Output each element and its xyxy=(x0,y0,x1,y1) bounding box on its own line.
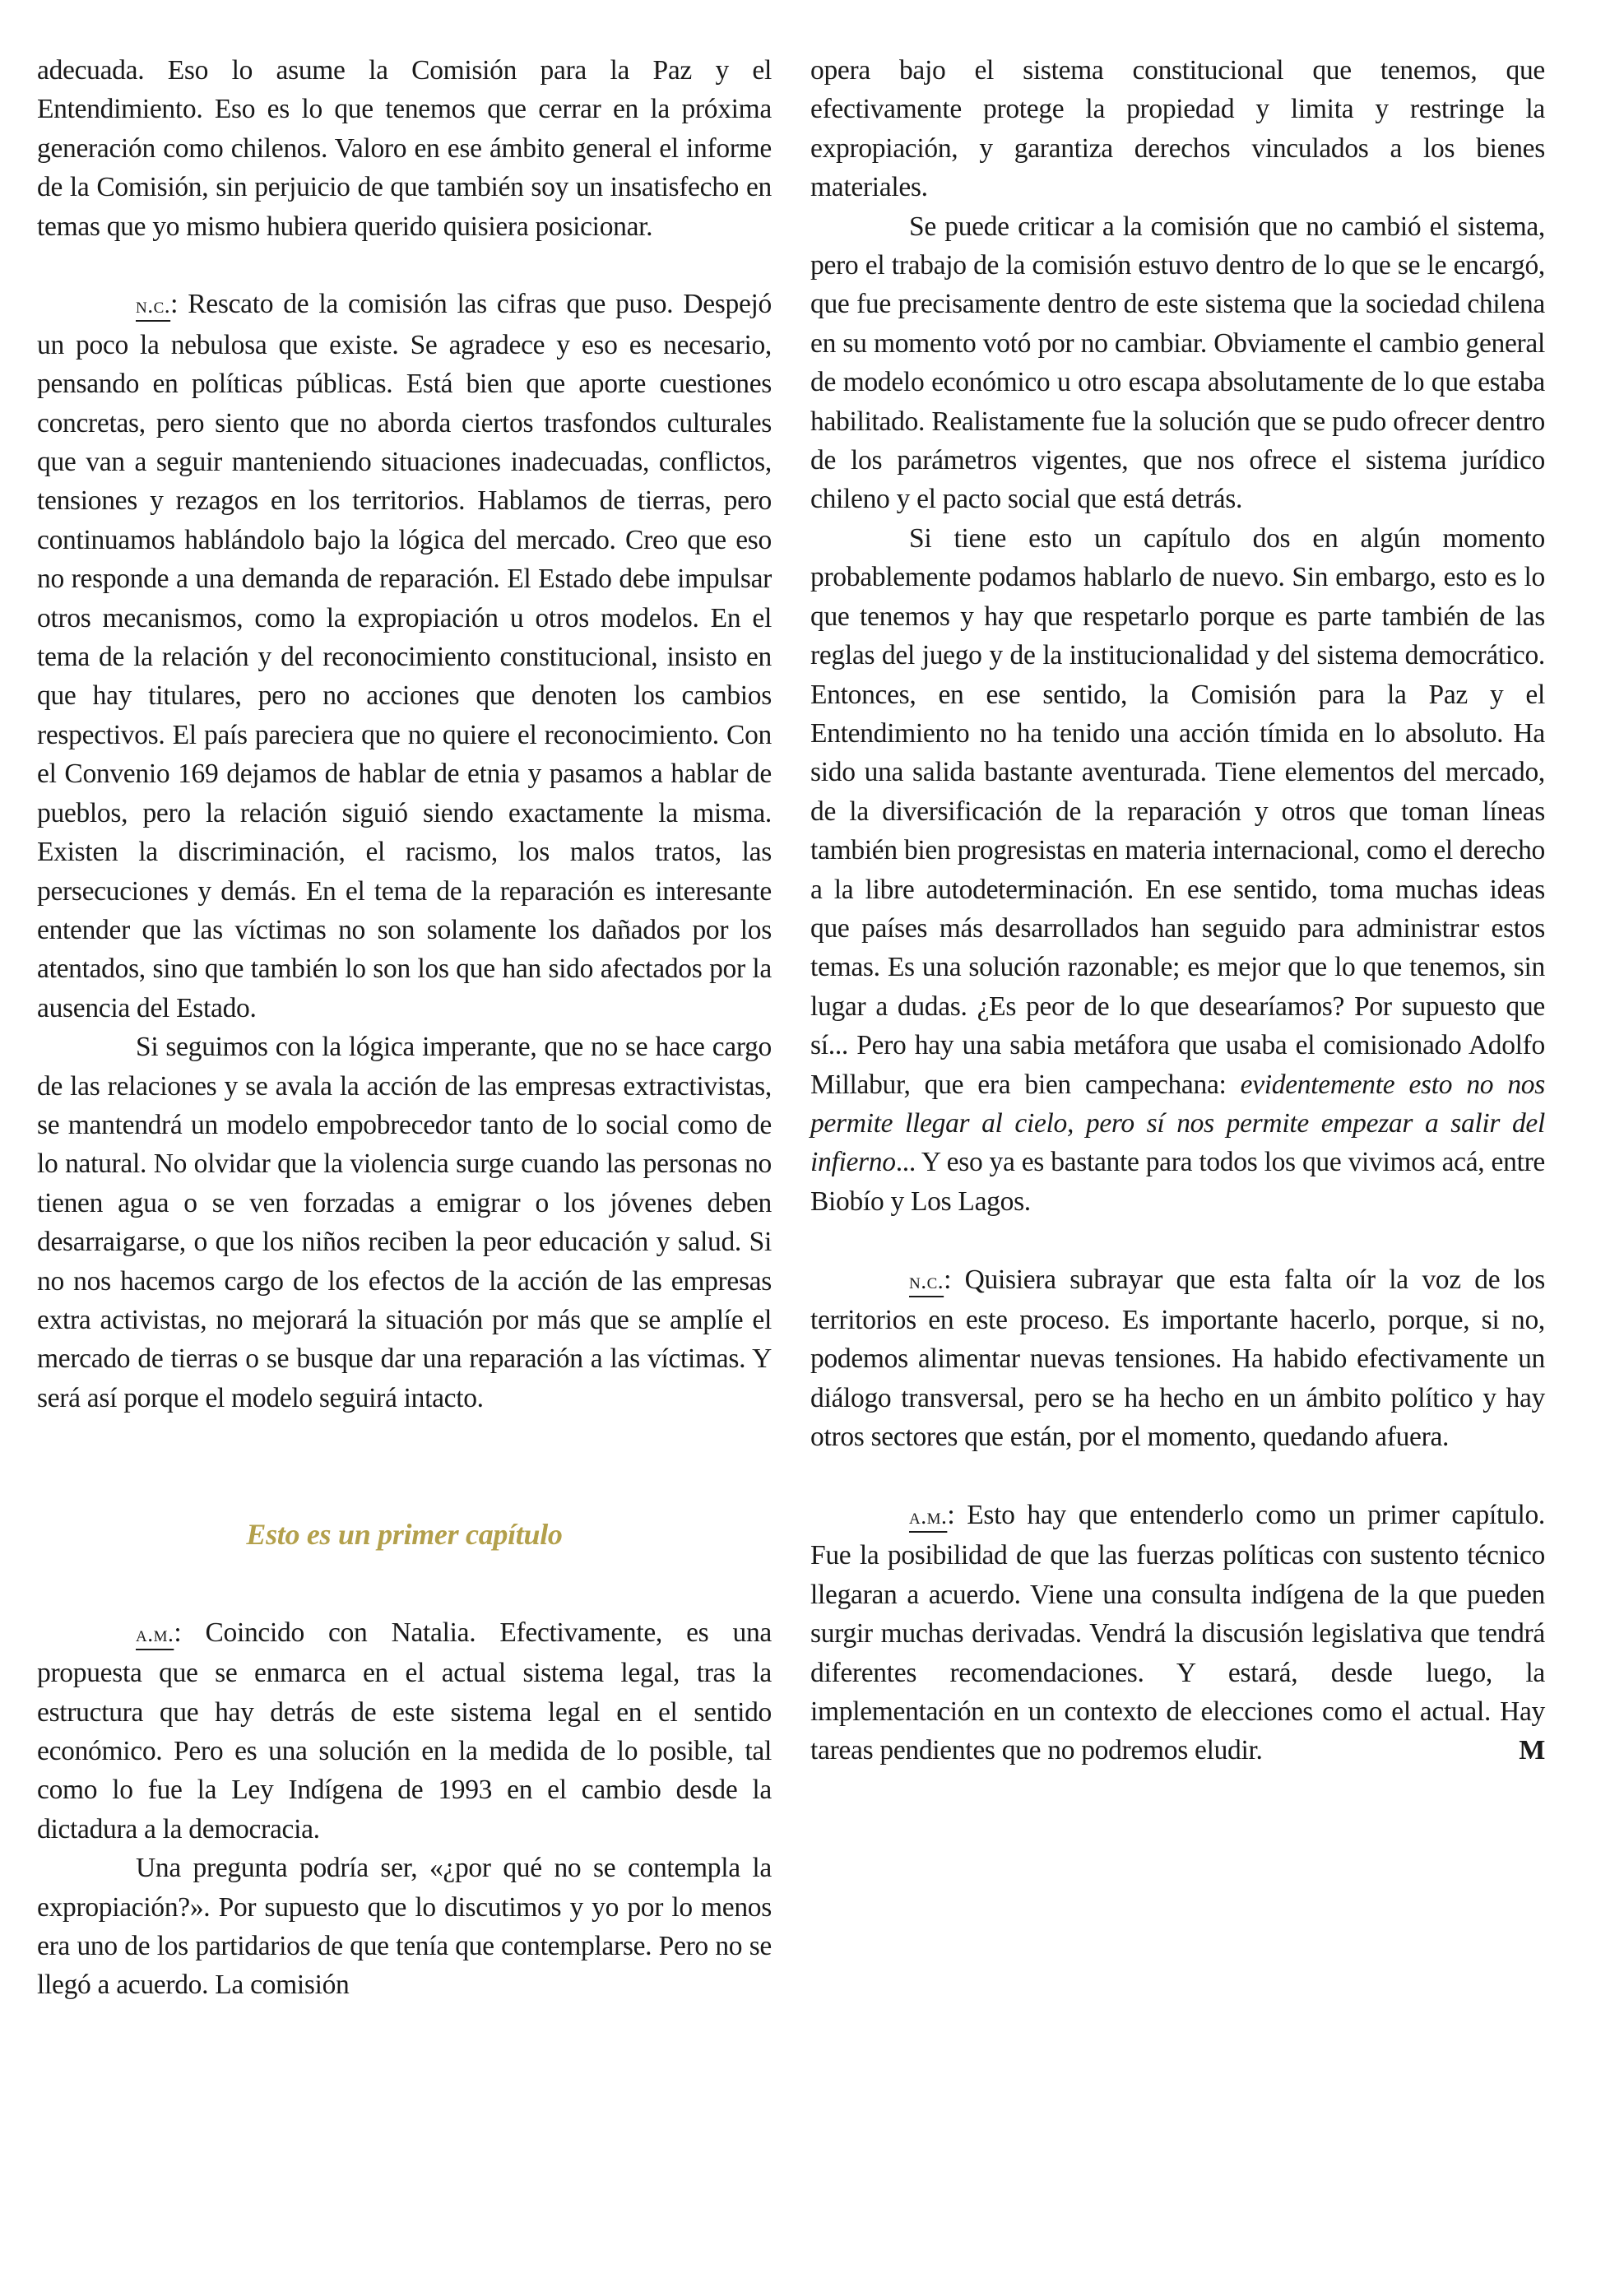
paragraph-nc-response xyxy=(37,285,772,1028)
paragraph-continuation: opera bajo el sistema constitucional que tenemos, que efectivamente protege la propiedad y limita y restringe la expropiación, y garantiza derechos vinculados a los bienes materiales. xyxy=(810,55,1545,203)
speaker-colon: : xyxy=(947,1500,955,1530)
right-column xyxy=(810,51,1545,1770)
paragraph-am-response xyxy=(37,1613,772,1849)
speaker-colon: : xyxy=(170,289,179,320)
section-heading: Esto es un primer capítulo xyxy=(246,1518,563,1551)
speaker-label-am: a.m. xyxy=(136,1621,174,1646)
paragraph-text: Si tiene esto un capítulo dos en algún momento probablemente podamos hablarlo de nuevo. Sin embargo, esto es lo que tenemos y hay que respetarlo porque es parte también de las reglas del juego y de la institucionalidad y del sistema democrático. Entonces, en ese sentido, la Comisión para la Paz y el Entendimiento no ha tenido una acción tímida en lo absoluto. Ha sido una salida bastante aventurada. Tiene elementos del mercado, de la diversificación de la reparación y otros que toman líneas también bien progresistas en materia internacional, como el derecho a la libre autodeterminación. En ese sentido, toma muchas ideas que países más desarrollados han seguido para administrar estos temas. Es una solución razonable; es mejor que lo que tenemos, sin lugar a dudas. ¿Es peor de lo que desearíamos? Por supuesto que sí... Pero hay una sabia metáfora que usaba el comisionado Adolfo Millabur, que era bien campechana: xyxy=(810,522,1545,1100)
paragraph-text: Quisiera subrayar que esta falta oír la voz de los territorios en este proceso. Es importante hacerlo, porque, si no, podemos alimentar nuevas tensiones. Ha habido efectivamente un diálogo transversal, pero se ha hecho en un ámbito político y hay otros sectores que están, por el momento, quedando afuera. xyxy=(810,1264,1545,1453)
paragraph-nc-continued: Si seguimos con la lógica imperante, que no se hace cargo de las relaciones y se avala la acción de las empresas extractivistas, se mantendrá un modelo empobrecedor tanto de lo social como de lo natural. No olvidar que la violencia surge cuando las personas no tienen agua o se ven forzadas a emigrar o los jóvenes deben desarraigarse, o que los niños reciben la peor educación y salud. Si no nos hacemos cargo de los efectos de la acción de las empresas extra activistas, no mejorará la situación por más que se amplíe el mercado de tierras o se busque dar una reparación a las víctimas. Y será así porque el modelo seguirá intacto. xyxy=(37,1032,772,1413)
speaker-label-am: a.m. xyxy=(909,1504,948,1529)
speaker-label-nc: n.c. xyxy=(909,1268,944,1293)
end-of-article-mark: M xyxy=(1519,1735,1545,1766)
left-column xyxy=(37,51,772,2005)
paragraph-text: Coincido con Natalia. Efectivamente, es una propuesta que se enmarca en el actual sistema legal, tras la estructura que hay detrás de este sistema legal en el sentido económico. Pero es una solución en la medida de lo posible, tal como lo fue la Ley Indígena de 1993 en el cambio desde la dictadura a la democracia. xyxy=(37,1617,772,1844)
paragraph-nc-response xyxy=(810,1260,1545,1457)
italic-quote: evidentemente esto no nos permite llegar al cielo, pero sí nos permite empezar a salir del infierno xyxy=(810,1069,1545,1178)
paragraph-text: ... Y eso ya es bastante para todos los que vivimos acá, entre Biobío y Los Lagos. xyxy=(810,1147,1545,1217)
paragraph-am-response xyxy=(810,1496,1545,1770)
speaker-colon: : xyxy=(174,1617,182,1648)
speaker-colon: : xyxy=(944,1264,952,1295)
paragraph-continuation: adecuada. Eso lo asume la Comisión para la Paz y el Entendimiento. Eso es lo que tenemos que cerrar en la próxima generación como chilenos. Valoro en ese ámbito general el informe de la Comisión, sin perjuicio de que también soy un insatisfecho en temas que yo mismo hubiera querido quisiera posicionar. xyxy=(37,55,772,242)
paragraph-text: Esto hay que entenderlo como un primer capítulo. Fue la posibilidad de que las fuerzas políticas con sustento técnico llegaran a acuerdo. Viene una consulta indígena de la que pueden surgir muchas derivadas. Vendrá la discusión legislativa que tendrá diferentes recomendaciones. Y estará, desde luego, la implementación en un contexto de elecciones como el actual. Hay tareas pendientes que no podremos eludir. xyxy=(810,1500,1545,1766)
paragraph-am-continued: Se puede criticar a la comisión que no cambió el sistema, pero el trabajo de la comisión estuvo dentro de lo que se le encargó, que fue precisamente dentro de este sistema que la sociedad chilena en su momento votó por no cambiar. Obviamente el cambio general de modelo económico u otro escapa absolutamente de lo que estaba habilitado. Realistamente fue la solución que se pudo ofrecer dentro de los parámetros vigentes, que nos ofrece el sistema jurídico chileno y el pacto social que está detrás. xyxy=(810,211,1545,515)
paragraph-text: Rescato de la comisión las cifras que puso. Despejó un poco la nebulosa que existe. Se agradece y eso es necesario, pensando en políticas públicas. Está bien que aporte cuestiones concretas, pero siento que no aborda ciertos trasfondos culturales que van a seguir manteniendo situaciones inadecuadas, conflictos, tensiones y rezagos en los territorios. Hablamos de tierras, pero continuamos hablándolo bajo la lógica del mercado. Creo que eso no responde a una demanda de reparación. El Estado debe impulsar otros mecanismos, como la expropiación u otros modelos. En el tema de la relación y del reconocimiento constitucional, insisto en que hay titulares, pero no acciones que denoten los cambios respectivos. El país pareciera que no quiere el reconocimiento. Con el Convenio 169 dejamos de hablar de etnia y pasamos a hablar de pueblos, pero la relación siguió siendo exactamente la misma. Existen la discriminación, el racismo, los malos tratos, las persecuciones y demás. En el tema de la reparación es interesante entender que las víctimas no son solamente los dañados por los atentados, sino que también lo son los que han sido afectados por la ausencia del Estado. xyxy=(37,289,772,1023)
paragraph-am-continued xyxy=(810,519,1545,1221)
speaker-label-nc: n.c. xyxy=(136,293,171,318)
paragraph-am-continued: Una pregunta podría ser, «¿por qué no se contempla la expropiación?». Por supuesto que lo discutimos y yo por lo menos era uno de los partidarios de que tenía que contemplarse. Pero no se llegó a acuerdo. La comisión xyxy=(37,1853,772,2001)
